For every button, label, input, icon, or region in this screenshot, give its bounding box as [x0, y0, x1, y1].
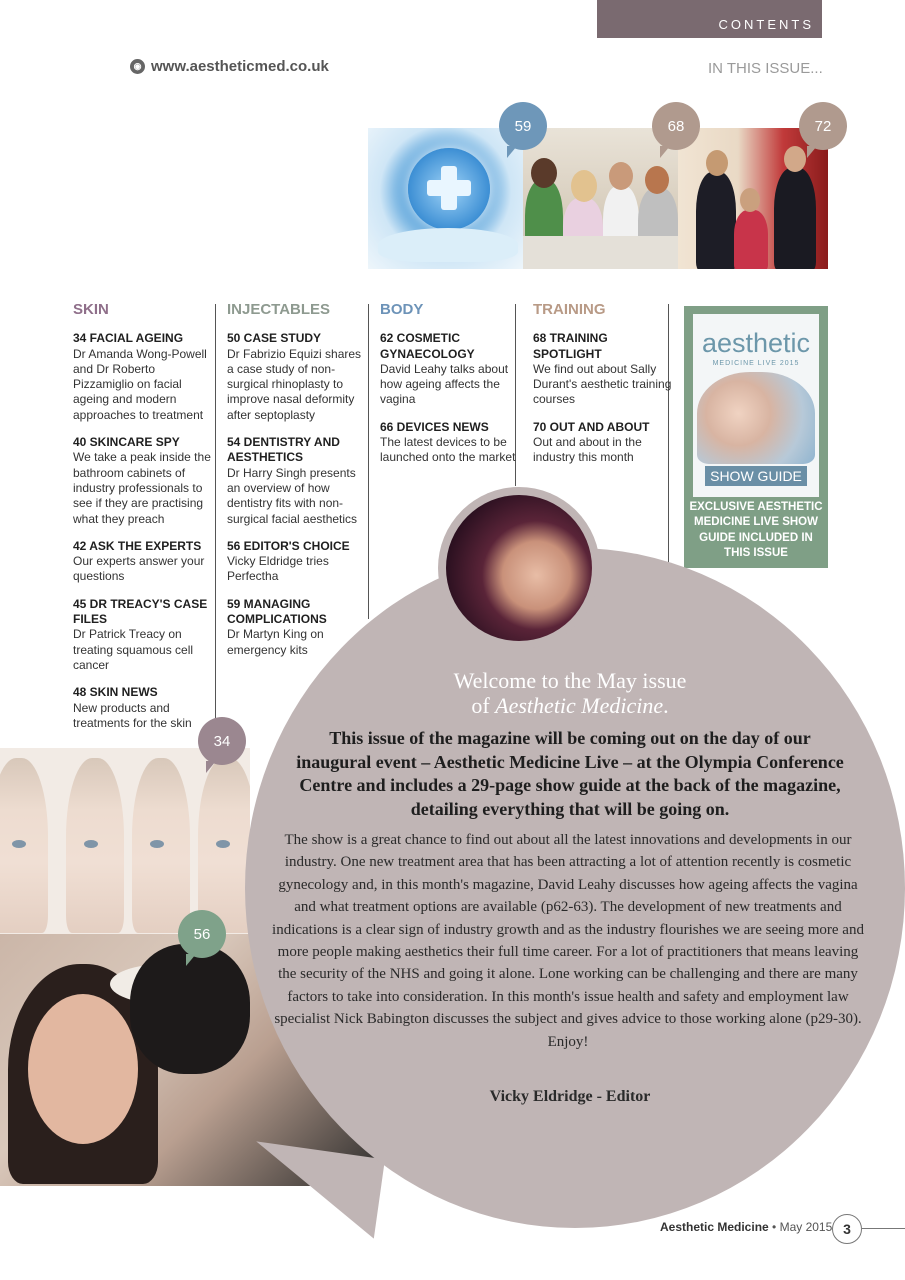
toc-item[interactable]	[73, 435, 213, 527]
footer-magazine: Aesthetic Medicine	[660, 1220, 769, 1234]
toc-item-desc: We take a peak inside the bathroom cabinets of industry professionals to see if they are practising what they preach	[73, 450, 211, 526]
toc-item-title: 40 SKINCARE SPY	[73, 435, 180, 450]
section-heading-training: TRAINING	[533, 301, 606, 318]
toc-item[interactable]	[227, 435, 367, 527]
toc-item[interactable]	[73, 685, 213, 731]
page-badge-68: 68	[652, 102, 700, 150]
toc-item[interactable]	[227, 331, 367, 423]
editorial-title	[300, 668, 840, 718]
speech-bubble-tail	[245, 1141, 385, 1238]
page-number: 3	[832, 1214, 862, 1244]
training-class-photo	[523, 128, 678, 269]
toc-item-desc: Dr Fabrizio Equizi shares a case study of non-surgical rhinoplasty to improve nasal deformity after septoplasty	[227, 346, 362, 422]
editorial-lead: This issue of the magazine will be coming out on the day of our inaugural event – Aesthetic Medicine Live – at the Olympia Conference Centre and includes a 29-page show guide at the back of the magazine, detailing everything that will be going on.	[296, 728, 844, 819]
toc-item-title: 66 DEVICES NEWS	[380, 419, 489, 434]
toc-item-desc: The latest devices to be launched onto the market	[380, 435, 516, 465]
toc-item-title: 62 COSMETIC GYNAECOLOGY	[380, 331, 475, 361]
toc-item[interactable]	[533, 420, 673, 466]
toc-item-title: 56 EDITOR'S CHOICE	[227, 538, 350, 553]
magazine-cover-thumbnail	[693, 314, 819, 497]
show-guide-cover[interactable]	[684, 306, 828, 568]
toc-item-desc: New products and treatments for the skin	[73, 700, 192, 730]
toc-item-desc: David Leahy talks about how ageing affects the vagina	[380, 361, 509, 407]
toc-item-title: 42 ASK THE EXPERTS	[73, 538, 202, 553]
column-divider	[368, 304, 369, 619]
welcome-line: Welcome to the May issue	[453, 668, 687, 693]
editor-avatar	[446, 495, 592, 641]
toc-item-title: 59 MANAGING COMPLICATIONS	[227, 596, 327, 627]
welcome-line-2: of Aesthetic Medicine.	[471, 693, 669, 718]
page-footer: Aesthetic Medicine • May 2015	[660, 1220, 833, 1234]
editor-signature: Vicky Eldridge - Editor	[489, 1088, 651, 1105]
toc-item-desc: Vicky Eldridge tries Perfectha	[227, 554, 329, 584]
toc-item-desc: We find out about Sally Durant's aesthetic training courses	[533, 361, 672, 407]
section-tab: CONTENTS	[597, 0, 822, 38]
toc-item-title: 48 SKIN NEWS	[73, 685, 158, 700]
website-link[interactable]	[130, 58, 329, 75]
footer-rule	[862, 1228, 905, 1229]
toc-item-title: 34 FACIAL AGEING	[73, 331, 184, 346]
toc-item-title: 45 DR TREACY'S CASE FILES	[73, 596, 208, 627]
magazine-name: Aesthetic Medicine	[495, 693, 664, 718]
section-heading-injectables: INJECTABLES	[227, 301, 331, 318]
website-url: www.aestheticmed.co.uk	[151, 58, 329, 75]
toc-item[interactable]	[73, 331, 213, 423]
toc-item-desc: Out and about in the industry this month	[533, 435, 642, 465]
rss-icon: ◉	[130, 59, 145, 74]
toc-item[interactable]	[73, 539, 213, 585]
cover-caption: EXCLUSIVE AESTHETIC MEDICINE LIVE SHOW GUIDE INCLUDED IN THIS ISSUE	[689, 501, 823, 559]
page-badge-72: 72	[799, 102, 847, 150]
toc-item[interactable]	[380, 420, 520, 466]
cover-subtitle: MEDICINE LIVE 2015	[712, 360, 800, 367]
page-badge-34: 34	[198, 717, 246, 765]
training-column	[533, 302, 673, 478]
section-heading-body: BODY	[380, 301, 424, 318]
toc-item[interactable]	[533, 331, 673, 407]
toc-item-desc: Dr Patrick Treacy on treating squamous cell cancer	[73, 627, 194, 672]
skin-column	[73, 302, 213, 743]
injectables-column	[227, 302, 367, 670]
facial-ageing-photo	[0, 748, 250, 938]
page-badge-56: 56	[178, 910, 226, 958]
toc-item-title: 50 CASE STUDY	[227, 331, 322, 346]
toc-item-title: 70 OUT AND ABOUT	[533, 419, 650, 434]
toc-item-desc: Dr Martyn King on emergency kits	[227, 627, 324, 657]
editorial-body: The show is a great chance to find out about all the latest innovations and developments in our industry. One new treatment area that has been attracting a lot of attention recently is cosmetic gynecology and, in this month's magazine, David Leahy discusses how ageing affects the vagina and what treatment options are available (p62-63). The development of new treatments and indications is a clear sign of industry growth and as the industry flourishes we are seeing more and more people making aesthetics their full time career. For a lot of practitioners that means leaving the security of the NHS and going it alone. Lone working can be challenging and there are many factors to take into consideration. In this month's issue health and safety and employment law specialist Nick Babington discusses the subject and gives advice to those working alone (p29-30). Enjoy!	[272, 832, 864, 1050]
cover-logo: aesthetic	[701, 328, 811, 358]
cover-face-image	[697, 372, 815, 464]
conference-photo	[678, 128, 828, 269]
section-heading-skin: SKIN	[73, 301, 109, 318]
page-badge-59: 59	[499, 102, 547, 150]
toc-item-desc: Dr Amanda Wong-Powell and Dr Roberto Pizzamiglio on facial ageing and modern approaches to treatment	[73, 346, 207, 422]
toc-item[interactable]	[73, 597, 213, 673]
cover-banner: SHOW GUIDE	[705, 466, 807, 486]
medical-cross-photo	[368, 128, 523, 269]
toc-item-desc: Dr Harry Singh presents an overview of how dentistry fits with non-surgical facial aesthetics	[227, 465, 358, 526]
toc-item-title: 54 DENTISTRY AND AESTHETICS	[227, 435, 340, 465]
toc-item-title: 68 TRAINING SPOTLIGHT	[533, 331, 608, 361]
footer-date: May 2015	[779, 1220, 833, 1234]
column-divider	[215, 304, 216, 744]
body-column	[380, 302, 520, 478]
toc-item-desc: Our experts answer your questions	[73, 554, 205, 584]
toc-item[interactable]	[227, 539, 367, 585]
toc-item[interactable]	[380, 331, 520, 407]
in-this-issue-label: IN THIS ISSUE...	[708, 60, 823, 77]
